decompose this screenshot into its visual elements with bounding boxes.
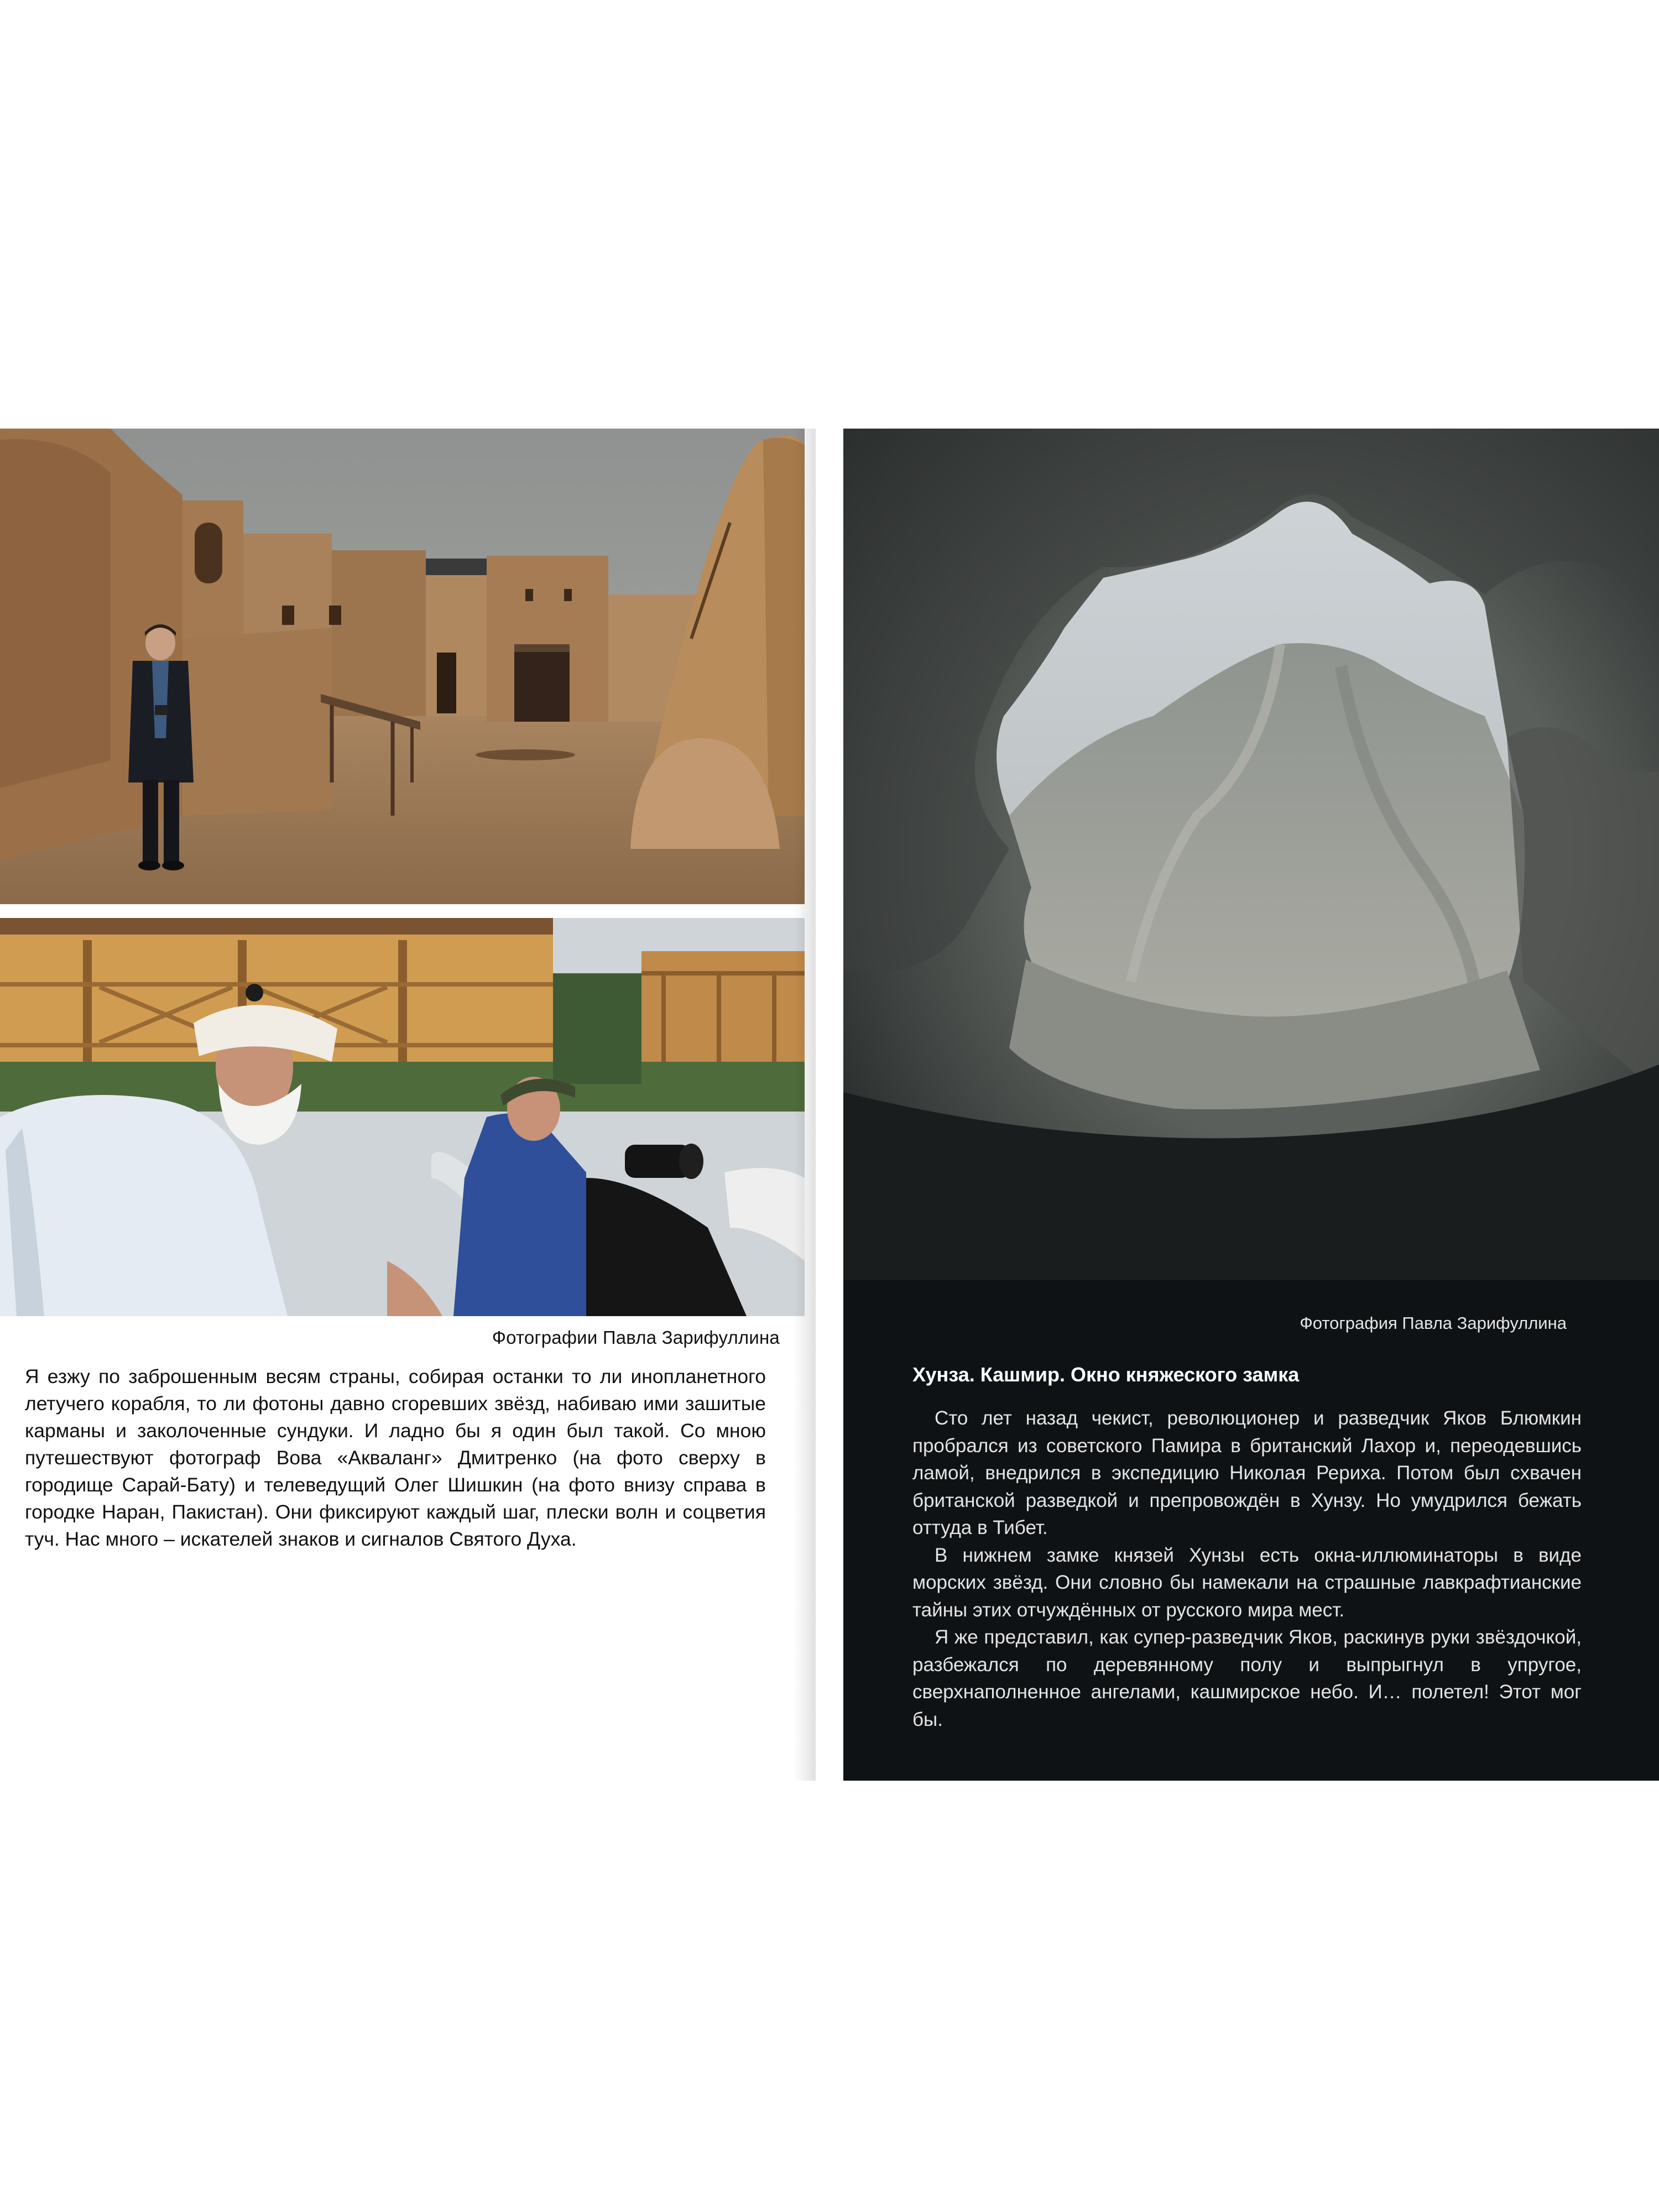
paragraph-1: Сто лет назад чекист, революционер и разведчик Яков Блюмкин пробрался из советского Памира в британский Лахор и, переодевшись ламой, внедрился в экспедицию Николая Рериха. Потом был схвачен британской разведкой и препровождён в Хунзу. Но умудрился бежать оттуда в Тибет. <box>912 1407 1582 1538</box>
right-body-text <box>912 1405 1582 1733</box>
photo-credit-left: Фотографии Павла Зарифуллина <box>492 1327 780 1348</box>
paragraph-2: В нижнем замке князей Хунзы есть окна-иллюминаторы в виде морских звёзд. Они словно бы намекали на страшные лавкрафтианские тайны этих отчуждённых от русского мира мест. <box>912 1544 1582 1621</box>
photo-fortress <box>0 429 805 904</box>
photo-credit-right: Фотография Павла Зарифуллина <box>1300 1313 1567 1333</box>
left-page <box>0 429 816 1781</box>
right-page <box>843 429 1659 1781</box>
photo-elder-and-cameraman <box>0 918 805 1316</box>
photo-elder-illustration <box>0 918 805 1316</box>
paragraph-3: Я же представил, как супер-разведчик Яков, раскинув руки звёздочкой, разбежался по деревянному полу и выпрыгнул в упругое, сверхнаполненное ангелами, кашмирское небо. И… полетел! Этот мог бы. <box>912 1626 1582 1730</box>
photo-fortress-illustration <box>0 429 805 904</box>
left-body-text: Я езжу по заброшенным весям страны, собирая останки то ли инопланетного летучего корабля, то ли фотоны давно сгоревших звёзд, набиваю ими зашитые карманы и заколоченные сундуки. И ладно бы я один был такой. Со мною путешествуют фотограф Вова «Акваланг» Дмитренко (на фото сверху в городище Сарай-Бату) и телеведущий Олег Шишкин (на фото внизу справа в городке Наран, Пакистан). Они фиксируют каждый шаг, плески волн и соцветия туч. Нас много – искателей знаков и сигналов Святого Духа. <box>25 1365 766 1550</box>
left-gutter-shadow <box>794 429 816 1781</box>
photo-cave-window <box>843 429 1659 1280</box>
article-heading: Хунза. Кашмир. Окно княжеского замка <box>912 1363 1300 1386</box>
photo-cave-illustration <box>843 429 1659 1280</box>
